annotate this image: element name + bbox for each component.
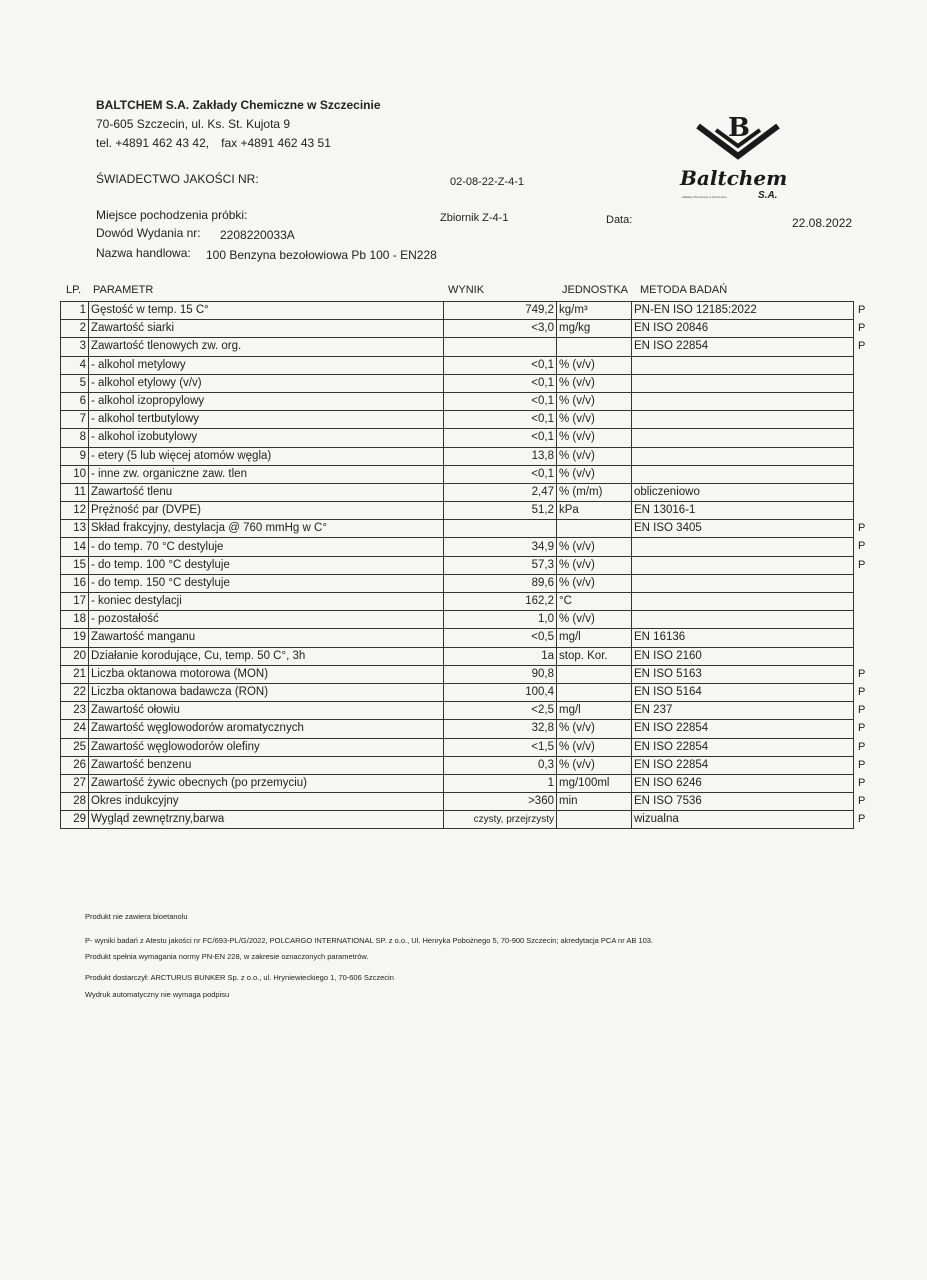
logo-subtitle: Zakłady Chemiczne w Szczecinie bbox=[682, 195, 727, 199]
cell-jednostka: % (v/v) bbox=[557, 574, 632, 592]
cell-jednostka: % (v/v) bbox=[557, 429, 632, 447]
note-signature: Wydruk automatyczny nie wymaga podpisu bbox=[85, 990, 230, 999]
cell-wynik: 162,2 bbox=[444, 593, 557, 611]
cell-lp: 4 bbox=[61, 356, 89, 374]
cell-jednostka bbox=[557, 683, 632, 701]
cell-param: Wygląd zewnętrzny,barwa bbox=[89, 811, 444, 829]
p-mark: P bbox=[858, 540, 866, 553]
cell-wynik: <0,5 bbox=[444, 629, 557, 647]
p-mark: P bbox=[858, 522, 866, 535]
table-row bbox=[61, 483, 854, 501]
p-mark bbox=[858, 447, 870, 465]
cell-param: - do temp. 150 °C destyluje bbox=[89, 574, 444, 592]
cell-metoda bbox=[632, 429, 854, 447]
origin-label: Miejsce pochodzenia próbki: bbox=[96, 208, 248, 222]
cell-lp: 3 bbox=[61, 338, 89, 356]
cell-wynik: 1a bbox=[444, 647, 557, 665]
cell-metoda bbox=[632, 593, 854, 611]
p-mark bbox=[858, 356, 870, 374]
certificate-number: 02-08-22-Z-4-1 bbox=[450, 176, 524, 188]
doc-value: 2208220033A bbox=[220, 228, 295, 242]
cell-jednostka: % (v/v) bbox=[557, 374, 632, 392]
cell-metoda bbox=[632, 447, 854, 465]
cell-lp: 29 bbox=[61, 811, 89, 829]
cell-param: Zawartość benzenu bbox=[89, 756, 444, 774]
table-row bbox=[61, 720, 854, 738]
cell-param: Zawartość żywic obecnych (po przemyciu) bbox=[89, 774, 444, 792]
cell-wynik: <2,5 bbox=[444, 702, 557, 720]
date-value: 22.08.2022 bbox=[792, 216, 853, 230]
trade-name-value: 100 Benzyna bezołowiowa Pb 100 - EN228 bbox=[206, 248, 437, 262]
p-mark bbox=[858, 501, 870, 519]
cell-param: - alkohol izopropylowy bbox=[89, 392, 444, 410]
cell-jednostka: % (v/v) bbox=[557, 392, 632, 410]
cell-metoda: EN 237 bbox=[632, 702, 854, 720]
p-mark bbox=[858, 647, 870, 665]
cell-param: - do temp. 100 °C destyluje bbox=[89, 556, 444, 574]
cell-metoda: EN ISO 22854 bbox=[632, 720, 854, 738]
note-compliance: Produkt spełnia wymagania normy PN-EN 228, w zakresie oznaczonych parametrów. bbox=[85, 952, 369, 961]
company-tel: tel. +4891 462 43 42, bbox=[96, 136, 210, 150]
cell-wynik: <0,1 bbox=[444, 356, 557, 374]
cell-param: Zawartość ołowiu bbox=[89, 702, 444, 720]
cell-jednostka: % (v/v) bbox=[557, 556, 632, 574]
table-row bbox=[61, 574, 854, 592]
cell-lp: 16 bbox=[61, 574, 89, 592]
cell-metoda: EN ISO 22854 bbox=[632, 338, 854, 356]
table-row bbox=[61, 665, 854, 683]
table-row bbox=[61, 320, 854, 338]
company-address: 70-605 Szczecin, ul. Ks. St. Kujota 9 bbox=[96, 117, 291, 131]
cell-wynik: czysty, przejrzysty bbox=[444, 811, 557, 829]
table-row bbox=[61, 356, 854, 374]
cell-param: Zawartość tlenu bbox=[89, 483, 444, 501]
p-mark bbox=[858, 592, 870, 610]
p-mark: P bbox=[858, 704, 866, 717]
p-mark bbox=[858, 628, 870, 646]
cell-metoda: PN-EN ISO 12185:2022 bbox=[632, 302, 854, 320]
p-mark bbox=[858, 428, 870, 446]
cell-jednostka: % (v/v) bbox=[557, 356, 632, 374]
cell-metoda bbox=[632, 411, 854, 429]
p-mark bbox=[858, 574, 870, 592]
cell-lp: 8 bbox=[61, 429, 89, 447]
table-row bbox=[61, 538, 854, 556]
cell-wynik: 57,3 bbox=[444, 556, 557, 574]
cell-wynik: <0,1 bbox=[444, 392, 557, 410]
cell-jednostka: kPa bbox=[557, 502, 632, 520]
table-row bbox=[61, 593, 854, 611]
cell-wynik: <1,5 bbox=[444, 738, 557, 756]
doc-label: Dowód Wydania nr: bbox=[96, 226, 201, 240]
cell-param: - alkohol metylowy bbox=[89, 356, 444, 374]
cell-param: - alkohol etylowy (v/v) bbox=[89, 374, 444, 392]
cell-param: Skład frakcyjny, destylacja @ 760 mmHg w C° bbox=[89, 520, 444, 538]
col-header-metoda: METODA BADAŃ bbox=[640, 284, 728, 296]
cell-lp: 11 bbox=[61, 483, 89, 501]
baltchem-logo-icon bbox=[678, 108, 798, 168]
note-supplier: Produkt dostarczył: ARCTURUS BUNKER Sp. z o.o., ul. Hryniewieckiego 1, 70-606 Szczecin bbox=[85, 973, 394, 982]
table-row bbox=[61, 374, 854, 392]
table-row bbox=[61, 520, 854, 538]
table-row bbox=[61, 611, 854, 629]
p-mark bbox=[858, 410, 870, 428]
table-row bbox=[61, 738, 854, 756]
cell-wynik: 51,2 bbox=[444, 502, 557, 520]
p-mark: P bbox=[858, 758, 866, 771]
cell-lp: 21 bbox=[61, 665, 89, 683]
cell-jednostka: stop. Kor. bbox=[557, 647, 632, 665]
cell-lp: 22 bbox=[61, 683, 89, 701]
cell-lp: 23 bbox=[61, 702, 89, 720]
cell-lp: 28 bbox=[61, 793, 89, 811]
p-mark: P bbox=[858, 322, 866, 335]
cell-param: Zawartość węglowodorów olefiny bbox=[89, 738, 444, 756]
cell-wynik: <3,0 bbox=[444, 320, 557, 338]
cell-jednostka: % (m/m) bbox=[557, 483, 632, 501]
cell-wynik: >360 bbox=[444, 793, 557, 811]
cell-jednostka bbox=[557, 665, 632, 683]
cell-param: Okres indukcyjny bbox=[89, 793, 444, 811]
cell-jednostka: mg/l bbox=[557, 702, 632, 720]
table-row bbox=[61, 756, 854, 774]
company-fax: fax +4891 462 43 51 bbox=[221, 136, 331, 150]
cell-lp: 10 bbox=[61, 465, 89, 483]
cell-jednostka: % (v/v) bbox=[557, 447, 632, 465]
cell-wynik: 90,8 bbox=[444, 665, 557, 683]
baltchem-logo bbox=[678, 108, 798, 204]
cell-lp: 20 bbox=[61, 647, 89, 665]
results-table-body bbox=[61, 302, 854, 829]
cell-lp: 9 bbox=[61, 447, 89, 465]
cell-metoda: EN ISO 5164 bbox=[632, 683, 854, 701]
table-row bbox=[61, 556, 854, 574]
cell-jednostka bbox=[557, 338, 632, 356]
table-row bbox=[61, 429, 854, 447]
cell-param: Zawartość tlenowych zw. org. bbox=[89, 338, 444, 356]
cell-param: - koniec destylacji bbox=[89, 593, 444, 611]
table-row bbox=[61, 447, 854, 465]
company-name: BALTCHEM S.A. Zakłady Chemiczne w Szczecinie bbox=[96, 98, 381, 112]
logo-suffix: S.A. bbox=[758, 190, 778, 201]
cell-lp: 15 bbox=[61, 556, 89, 574]
table-row bbox=[61, 411, 854, 429]
cell-lp: 26 bbox=[61, 756, 89, 774]
p-mark: P bbox=[858, 795, 866, 808]
cell-wynik: 0,3 bbox=[444, 756, 557, 774]
p-mark bbox=[858, 465, 870, 483]
p-mark: P bbox=[858, 776, 866, 789]
cell-metoda bbox=[632, 374, 854, 392]
table-row bbox=[61, 702, 854, 720]
table-row bbox=[61, 465, 854, 483]
cell-jednostka: % (v/v) bbox=[557, 538, 632, 556]
cell-wynik: 1,0 bbox=[444, 611, 557, 629]
p-mark bbox=[858, 483, 870, 501]
cell-metoda: EN ISO 22854 bbox=[632, 738, 854, 756]
cell-metoda: EN ISO 20846 bbox=[632, 320, 854, 338]
cell-param: Działanie korodujące, Cu, temp. 50 C°, 3h bbox=[89, 647, 444, 665]
cell-jednostka: mg/kg bbox=[557, 320, 632, 338]
cell-jednostka: % (v/v) bbox=[557, 756, 632, 774]
cell-param: - do temp. 70 °C destyluje bbox=[89, 538, 444, 556]
trade-name-label: Nazwa handlowa: bbox=[96, 246, 191, 260]
cell-jednostka: °C bbox=[557, 593, 632, 611]
cell-lp: 6 bbox=[61, 392, 89, 410]
cell-param: Zawartość manganu bbox=[89, 629, 444, 647]
p-mark: P bbox=[858, 304, 866, 316]
table-row bbox=[61, 683, 854, 701]
cell-wynik: 13,8 bbox=[444, 447, 557, 465]
cell-metoda bbox=[632, 356, 854, 374]
cell-wynik bbox=[444, 520, 557, 538]
cell-metoda bbox=[632, 392, 854, 410]
p-mark bbox=[858, 610, 870, 628]
note-bioethanol: Produkt nie zawiera bioetanolu bbox=[85, 912, 188, 921]
cell-metoda bbox=[632, 574, 854, 592]
col-header-wynik: WYNIK bbox=[448, 284, 485, 296]
cell-param: Gęstość w temp. 15 C° bbox=[89, 302, 444, 320]
cell-lp: 12 bbox=[61, 502, 89, 520]
col-header-param: PARAMETR bbox=[93, 284, 154, 296]
cell-wynik: 1 bbox=[444, 774, 557, 792]
cell-metoda: EN 13016-1 bbox=[632, 502, 854, 520]
cell-metoda: obliczeniowo bbox=[632, 483, 854, 501]
cell-lp: 13 bbox=[61, 520, 89, 538]
cell-wynik: <0,1 bbox=[444, 374, 557, 392]
cell-lp: 19 bbox=[61, 629, 89, 647]
cell-metoda: EN 16136 bbox=[632, 629, 854, 647]
table-row bbox=[61, 302, 854, 320]
cell-wynik: 89,6 bbox=[444, 574, 557, 592]
company-contact bbox=[96, 136, 331, 150]
table-row bbox=[61, 774, 854, 792]
cell-param: - alkohol tertbutylowy bbox=[89, 411, 444, 429]
cell-param: - pozostałość bbox=[89, 611, 444, 629]
cell-lp: 7 bbox=[61, 411, 89, 429]
p-marks-column bbox=[858, 301, 870, 828]
cell-lp: 27 bbox=[61, 774, 89, 792]
cell-lp: 24 bbox=[61, 720, 89, 738]
cell-jednostka bbox=[557, 520, 632, 538]
cell-param: Liczba oktanowa motorowa (MON) bbox=[89, 665, 444, 683]
cell-param: Liczba oktanowa badawcza (RON) bbox=[89, 683, 444, 701]
cell-wynik: <0,1 bbox=[444, 465, 557, 483]
cell-lp: 2 bbox=[61, 320, 89, 338]
table-row bbox=[61, 647, 854, 665]
cell-param: Zawartość węglowodorów aromatycznych bbox=[89, 720, 444, 738]
cell-jednostka: % (v/v) bbox=[557, 411, 632, 429]
cell-param: - etery (5 lub więcej atomów węgla) bbox=[89, 447, 444, 465]
p-mark bbox=[858, 374, 870, 392]
table-row bbox=[61, 502, 854, 520]
p-mark bbox=[858, 392, 870, 410]
cell-lp: 5 bbox=[61, 374, 89, 392]
p-mark: P bbox=[858, 740, 866, 753]
col-header-jednostka: JEDNOSTKA bbox=[562, 284, 629, 296]
cell-metoda: EN ISO 2160 bbox=[632, 647, 854, 665]
cell-wynik: 2,47 bbox=[444, 483, 557, 501]
cell-wynik: 34,9 bbox=[444, 538, 557, 556]
certificate-label: ŚWIADECTWO JAKOŚCI NR: bbox=[96, 172, 259, 186]
cell-wynik: 749,2 bbox=[444, 302, 557, 320]
cell-metoda bbox=[632, 611, 854, 629]
cell-lp: 14 bbox=[61, 538, 89, 556]
cell-wynik: 100,4 bbox=[444, 683, 557, 701]
cell-metoda: EN ISO 6246 bbox=[632, 774, 854, 792]
p-mark: P bbox=[858, 685, 866, 698]
logo-wordmark: Baltchem bbox=[680, 166, 788, 190]
cell-metoda: EN ISO 5163 bbox=[632, 665, 854, 683]
table-row bbox=[61, 811, 854, 829]
cell-wynik: 32,8 bbox=[444, 720, 557, 738]
cell-metoda: wizualna bbox=[632, 811, 854, 829]
table-row bbox=[61, 392, 854, 410]
p-mark: P bbox=[858, 667, 866, 680]
cell-metoda: EN ISO 3405 bbox=[632, 520, 854, 538]
p-mark: P bbox=[858, 558, 866, 571]
table-row bbox=[61, 629, 854, 647]
cell-param: - inne zw. organiczne zaw. tlen bbox=[89, 465, 444, 483]
cell-jednostka: mg/l bbox=[557, 629, 632, 647]
table-row bbox=[61, 793, 854, 811]
cell-param: Prężność par (DVPE) bbox=[89, 502, 444, 520]
cell-jednostka: % (v/v) bbox=[557, 465, 632, 483]
col-header-lp: LP. bbox=[66, 284, 82, 296]
cell-metoda: EN ISO 22854 bbox=[632, 756, 854, 774]
cell-param: - alkohol izobutylowy bbox=[89, 429, 444, 447]
cell-metoda bbox=[632, 538, 854, 556]
cell-lp: 18 bbox=[61, 611, 89, 629]
cell-jednostka: % (v/v) bbox=[557, 611, 632, 629]
date-label: Data: bbox=[606, 214, 633, 226]
results-table bbox=[60, 301, 854, 829]
cell-jednostka: % (v/v) bbox=[557, 720, 632, 738]
cell-wynik: <0,1 bbox=[444, 429, 557, 447]
cell-metoda bbox=[632, 465, 854, 483]
cell-jednostka: % (v/v) bbox=[557, 738, 632, 756]
cell-param: Zawartość siarki bbox=[89, 320, 444, 338]
note-p-source: P- wyniki badań z Atestu jakości nr FC/693-PL/G/2022, POLCARGO INTERNATIONAL SP. z o.o., Ul. Henryka Pobożnego 5, 70-900 Szczecin; akredytacja PCA nr AB 103. bbox=[85, 936, 654, 945]
cell-jednostka: kg/m³ bbox=[557, 302, 632, 320]
table-row bbox=[61, 338, 854, 356]
cell-metoda bbox=[632, 556, 854, 574]
cell-lp: 17 bbox=[61, 593, 89, 611]
origin-value: Zbiornik Z-4-1 bbox=[440, 212, 509, 224]
cell-metoda: EN ISO 7536 bbox=[632, 793, 854, 811]
cell-jednostka bbox=[557, 811, 632, 829]
cell-wynik bbox=[444, 338, 557, 356]
cell-wynik: <0,1 bbox=[444, 411, 557, 429]
p-mark: P bbox=[858, 813, 866, 826]
svg-text:B: B bbox=[728, 113, 750, 143]
cell-jednostka: mg/100ml bbox=[557, 774, 632, 792]
cell-jednostka: min bbox=[557, 793, 632, 811]
p-mark: P bbox=[858, 722, 866, 735]
cell-lp: 25 bbox=[61, 738, 89, 756]
p-mark: P bbox=[858, 340, 866, 353]
cell-lp: 1 bbox=[61, 302, 89, 320]
